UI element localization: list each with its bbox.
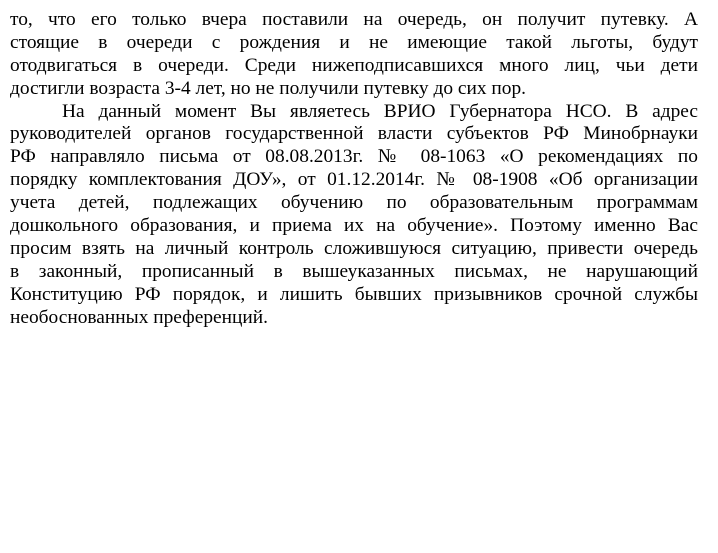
text-line: достигли возраста 3-4 лет, но не получили путевку до сих пор. <box>10 77 527 99</box>
text-line: дошкольного образования, и приема их на обучение». Поэтому именно Вас <box>10 215 698 237</box>
text-line: стоящие в очереди с рождения и не имеющие такой льготы, будут <box>10 31 698 53</box>
text-line: необоснованных преференций. <box>10 306 268 328</box>
paragraph-1 <box>10 9 698 101</box>
text-line: руководителей органов государственной власти субъектов РФ Минобрнауки <box>10 123 698 145</box>
text-line: в законный, прописанный в вышеуказанных письмах, не нарушающий <box>10 260 698 282</box>
text-line: На данный момент Вы являетесь ВРИО Губернатора НСО. В адрес <box>62 100 698 122</box>
document-page <box>10 9 698 329</box>
text-line: порядку комплектования ДОУ», от 01.12.2014г. № 08-1908 «Об организации <box>10 169 698 191</box>
text-line: отодвигаться в очереди. Среди нижеподписавшихся много лиц, чьи дети <box>10 54 698 76</box>
text-line: то, что его только вчера поставили на очередь, он получит путевку. А <box>10 9 698 30</box>
text-line: Конституцию РФ порядок, и лишить бывших призывников срочной службы <box>10 283 698 305</box>
text-line: РФ направляло письма от 08.08.2013г. № 08-1063 «О рекомендациях по <box>10 146 698 168</box>
text-line: просим взять на личный контроль сложившуюся ситуацию, привести очередь <box>10 237 698 259</box>
text-line: учета детей, подлежащих обучению по образовательным программам <box>10 192 698 214</box>
paragraph-2 <box>10 101 698 330</box>
